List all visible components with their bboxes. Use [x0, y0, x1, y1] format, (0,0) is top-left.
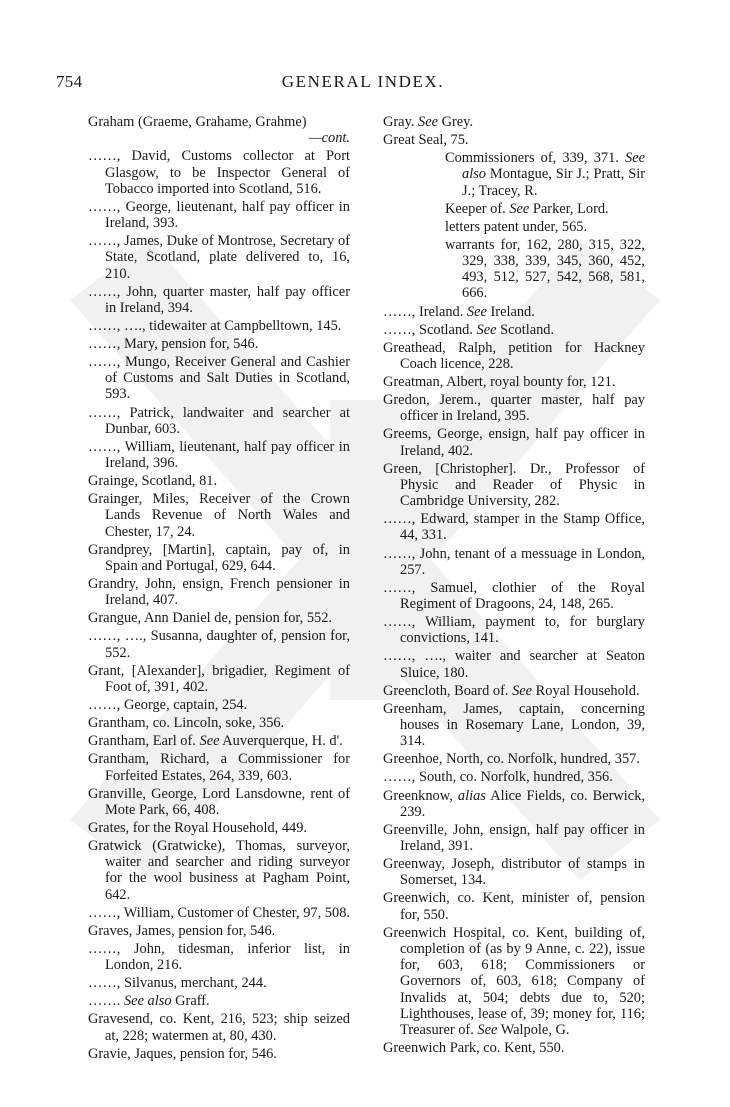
index-entry: [88, 439, 350, 471]
index-entry: [88, 975, 350, 991]
index-entry: [88, 199, 350, 231]
index-entry-text: Greenwich Hospital, co. Kent, building of, completion of (as by 9 Anne, c. 22), issue for, 603, 618; Commissioners or Governors of, 603, 618; Company of Invalids at, 504; debts due to, 520; Lighthouses, lease of, 39; money for, 116; Treasurer of.: [383, 924, 645, 1038]
index-entry-target: Montague, Sir J.; Pratt, Sir J.; Tracey, R.: [462, 166, 645, 199]
index-entry: [88, 473, 350, 489]
index-entry: [88, 336, 350, 352]
index-entry: [383, 340, 645, 372]
index-entry-text: Grandprey, [Martin], captain, pay of, in Spain and Portugal, 629, 644.: [88, 541, 350, 574]
index-entry-text: Greatman, Albert, royal bounty for, 121.: [383, 374, 616, 391]
index-entry-crossref: See: [476, 321, 497, 338]
index-entry: [88, 993, 350, 1009]
page-header: [56, 72, 670, 96]
index-entry: [383, 683, 645, 699]
index-entry: [383, 461, 645, 510]
index-entry-text: Gratwick (Gratwicke), Thomas, surveyor, waiter and searcher and riding surveyor for the wool business at Pagham Point, 642.: [88, 838, 350, 903]
index-entry: [383, 114, 645, 130]
index-entry-text: ……, Edward, stamper in the Stamp Office, 44, 331.: [383, 511, 645, 544]
index-entry: [88, 318, 350, 334]
index-entry-text: Greenhoe, North, co. Norfolk, hundred, 357.: [383, 751, 640, 768]
index-entry-text: Greenwich, co. Kent, minister of, pension for, 550.: [383, 890, 645, 923]
index-entry-text: Grainge, Scotland, 81.: [88, 473, 218, 490]
index-entry-text: ……, James, Duke of Montrose, Secretary of State, Scotland, plate delivered to, 16, 210.: [88, 233, 350, 282]
index-entry-text: Greathead, Ralph, petition for Hackney Coach licence, 228.: [383, 339, 645, 372]
index-entry: [383, 751, 645, 767]
index-entry-text: ……, John, tidesman, inferior list, in London, 216.: [88, 940, 350, 974]
index-entry: [383, 511, 645, 543]
index-entry-text: ……, South, co. Norfolk, hundred, 356.: [383, 769, 613, 786]
index-entry: [88, 576, 350, 608]
index-entry: [383, 1040, 645, 1056]
index-entry: [383, 614, 645, 646]
index-entry-target: Graff.: [171, 993, 210, 1010]
index-entry-target: Alice Fields, co. Berwick, 239.: [400, 787, 645, 820]
index-entry-target: Ireland.: [486, 303, 535, 320]
index-entry: [383, 201, 645, 217]
index-entry: [88, 923, 350, 939]
index-entry: [88, 820, 350, 836]
index-entry: [383, 322, 645, 338]
index-entry: [383, 392, 645, 424]
index-entry: [383, 701, 645, 750]
index-entry-text: ……, Samuel, clothier of the Royal Regiment of Dragoons, 24, 148, 265.: [383, 579, 645, 613]
index-entry-text: warrants for, 162, 280, 315, 322, 329, 338, 339, 345, 360, 452, 493, 512, 527, 542, 568, 581, 666.: [445, 236, 645, 302]
running-title: GENERAL INDEX.: [281, 72, 445, 91]
index-entry-text: ……, Mungo, Receiver General and Cashier of Customs and Salt Duties in Scotland, 593.: [88, 354, 350, 403]
index-column-right: [383, 114, 645, 1058]
index-entry-text: Grandry, John, ensign, French pensioner in Ireland, 407.: [88, 576, 350, 609]
index-entry: [383, 426, 645, 458]
index-entry-text: Graham (Graeme, Grahame, Grahme): [88, 114, 307, 130]
index-entry-text: ……, John, tenant of a messuage in London, 257.: [383, 545, 645, 578]
index-entry-text: Gravesend, co. Kent, 216, 523; ship seized at, 228; watermen at, 80, 430.: [88, 1011, 350, 1044]
index-entry: [88, 786, 350, 818]
index-entry: [383, 822, 645, 854]
index-entry-target: Royal Household.: [532, 682, 640, 699]
index-entry: [88, 405, 350, 437]
index-entry-text: Greenwich Park, co. Kent, 550.: [383, 1040, 565, 1057]
index-entry-text: Grangue, Ann Daniel de, pension for, 552.: [88, 610, 333, 627]
index-entry: [383, 150, 645, 199]
index-entry: [88, 354, 350, 403]
index-entry-text: ……, William, Customer of Chester, 97, 508.: [88, 904, 350, 921]
index-entry-text: Granville, George, Lord Lansdowne, rent of Mote Park, 66, 408.: [88, 785, 350, 818]
index-entry: [383, 374, 645, 390]
index-entry-text: Greenham, James, captain, concerning houses in Rosemary Lane, London, 39, 314.: [383, 700, 645, 750]
index-entry-text: ……, Mary, pension for, 546.: [88, 335, 259, 352]
index-entry: [88, 715, 350, 731]
index-entry-crossref: See: [466, 303, 487, 320]
index-entry: [383, 890, 645, 922]
index-entry: [383, 856, 645, 888]
index-entry-text: ……, Scotland.: [383, 321, 477, 338]
index-entry-text: ……, John, quarter master, half pay officer in Ireland, 394.: [88, 283, 350, 316]
index-entry-text: Gredon, Jerem., quarter master, half pay officer in Ireland, 395.: [383, 392, 645, 425]
index-entry: [383, 237, 645, 302]
index-entry: [383, 219, 645, 235]
index-entry-crossref: alias: [457, 787, 486, 804]
index-entry-text: Greencloth, Board of.: [383, 682, 513, 699]
index-entry-text: Commissioners of, 339, 371.: [445, 150, 626, 167]
continued-marker: —cont.: [308, 130, 350, 147]
index-entry-text: ……, George, lieutenant, half pay officer in Ireland, 393.: [88, 198, 350, 231]
index-entry: [88, 233, 350, 282]
index-entry-target: Parker, Lord.: [529, 200, 609, 217]
index-entry-text: letters patent under, 565.: [445, 218, 588, 235]
index-entry: [383, 788, 645, 820]
index-entry-text: Gray.: [383, 114, 419, 130]
index-entry-text: Green, [Christopher]. Dr., Professor of Physic and Reader of Physic in Cambridge University, 282.: [383, 460, 645, 510]
index-entry: [383, 648, 645, 680]
index-entry-text: Greems, George, ensign, half pay officer in Ireland, 402.: [383, 426, 645, 459]
index-entry-text: ……, …., Susanna, daughter of, pension for, 552.: [88, 628, 350, 661]
index-entry: [88, 1011, 350, 1043]
index-entry-text: ……, George, captain, 254.: [88, 697, 248, 714]
index-entry-text: Grant, [Alexander], brigadier, Regiment of Foot of, 391, 402.: [88, 662, 350, 695]
index-entry: [88, 284, 350, 316]
index-entry: [383, 546, 645, 578]
index-entry: [88, 733, 350, 749]
index-entry: [88, 628, 350, 660]
index-entry-text: Grantham, Richard, a Commissioner for Forfeited Estates, 264, 339, 603.: [88, 751, 350, 784]
index-entry-text: ……, Ireland.: [383, 303, 467, 320]
index-entry-text: Great Seal, 75.: [383, 132, 469, 149]
index-entry-crossref: See: [418, 114, 439, 130]
index-entry-text: Greenknow,: [383, 787, 458, 804]
index-entry: [383, 132, 645, 148]
page-number: 754: [56, 72, 83, 91]
index-entry-text: Greenway, Joseph, distributor of stamps in Somerset, 134.: [383, 856, 645, 889]
index-entry: [88, 751, 350, 783]
index-entry-text: Greenville, John, ensign, half pay officer in Ireland, 391.: [383, 821, 645, 855]
index-column-left: [88, 114, 350, 1064]
index-entry: [383, 925, 645, 1038]
index-entry: [88, 905, 350, 921]
index-entry-text: ……, Patrick, landwaiter and searcher at Dunbar, 603.: [88, 404, 350, 437]
index-entry: [88, 1046, 350, 1062]
index-entry-crossref: See also: [462, 150, 645, 183]
index-entry-crossref: See: [477, 1021, 498, 1038]
index-entry-target: Walpole, G.: [497, 1021, 570, 1038]
index-entry-crossref: See: [509, 200, 530, 217]
index-entry-text: Grates, for the Royal Household, 449.: [88, 819, 308, 836]
index-entry: [88, 148, 350, 197]
index-entry-text: ……, William, lieutenant, half pay officer in Ireland, 396.: [88, 438, 350, 472]
index-entry: [88, 838, 350, 903]
index-entry: [383, 769, 645, 785]
index-entry-text: Grantham, co. Lincoln, soke, 356.: [88, 715, 285, 732]
index-entry-text: Graves, James, pension for, 546.: [88, 922, 276, 939]
index-entry: [88, 491, 350, 540]
index-entry: [383, 304, 645, 320]
index-entry-text: ……, David, Customs collector at Port Glasgow, to be Inspector General of Tobacco imported into Scotland, 516.: [88, 148, 350, 197]
index-entry: [88, 114, 350, 146]
index-entry: [88, 941, 350, 973]
index-entry-text: ……, …., tidewaiter at Campbelltown, 145.: [88, 317, 342, 334]
index-entry: [88, 697, 350, 713]
index-entry-text: Grainger, Miles, Receiver of the Crown Lands Revenue of North Wales and Chester, 17, 24.: [88, 491, 350, 540]
index-entry-text: …….: [88, 993, 124, 1010]
index-entry: [88, 663, 350, 695]
index-entry-text: Grantham, Earl of.: [88, 733, 200, 750]
index-entry-text: Keeper of.: [445, 200, 510, 217]
index-entry-crossref: See: [199, 733, 220, 750]
index-entry-crossref: See: [512, 682, 533, 699]
index-entry: [383, 580, 645, 612]
index-entry-text: ……, Silvanus, merchant, 244.: [88, 975, 267, 992]
index-entry-text: ……, William, payment to, for burglary convictions, 141.: [383, 614, 645, 647]
index-entry-target: Grey.: [438, 114, 474, 130]
index-entry-crossref: See also: [123, 993, 172, 1010]
index-entry: [88, 610, 350, 626]
index-entry-text: ……, …., waiter and searcher at Seaton Sluice, 180.: [383, 648, 645, 681]
index-entry-target: Scotland.: [496, 321, 555, 338]
index-entry-text: Gravie, Jaques, pension for, 546.: [88, 1045, 277, 1062]
index-entry-target: Auverquerque, H. d'.: [219, 733, 343, 750]
index-entry: [88, 542, 350, 574]
